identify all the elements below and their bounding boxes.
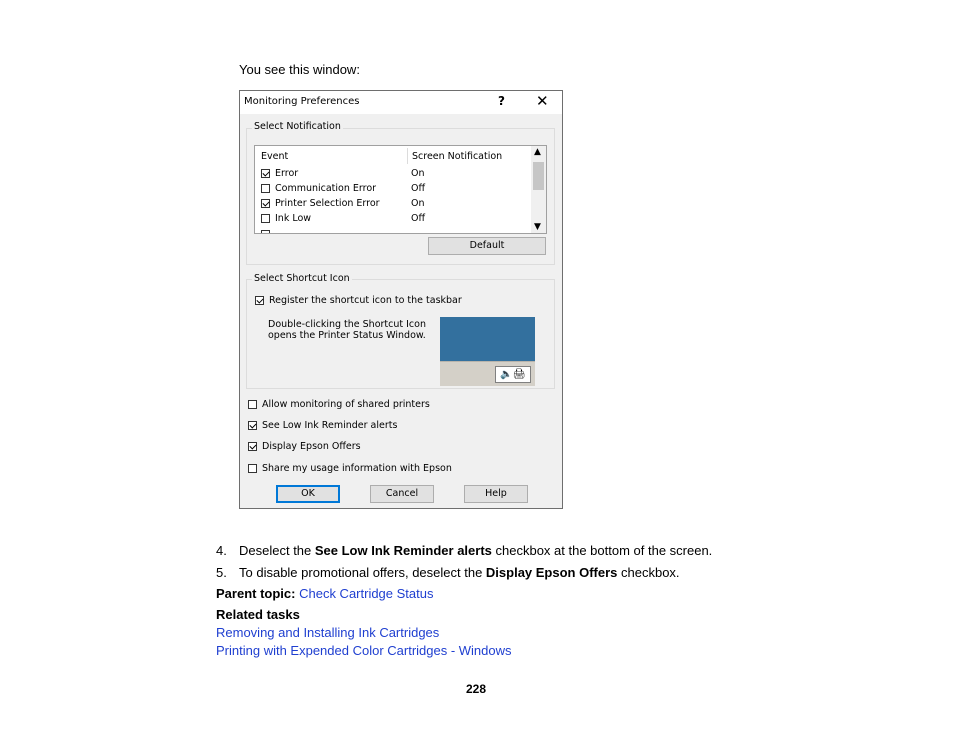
register-shortcut-checkbox[interactable] <box>255 296 264 305</box>
column-separator <box>407 148 408 164</box>
list-item[interactable] <box>255 182 531 197</box>
event-checkbox[interactable] <box>261 169 270 178</box>
parent-topic <box>216 586 434 602</box>
related-task-link[interactable]: Printing with Expended Color Cartridges - Windows <box>216 643 512 658</box>
parent-topic-link[interactable]: Check Cartridge Status <box>299 586 434 601</box>
step-text-bold: See Low Ink Reminder alerts <box>314 543 492 558</box>
cancel-button[interactable]: Cancel <box>370 485 434 503</box>
list-header <box>255 146 531 166</box>
event-notification: On <box>411 198 425 209</box>
related-task-link[interactable]: Removing and Installing Ink Cartridges <box>216 625 440 640</box>
option-label: Allow monitoring of shared printers <box>262 399 430 410</box>
shortcut-preview-taskbar <box>440 361 535 386</box>
list-scrollbar[interactable] <box>531 146 546 233</box>
shortcut-description-line1: Double-clicking the Shortcut Icon <box>268 319 426 330</box>
event-checkbox[interactable] <box>261 184 270 193</box>
scroll-thumb[interactable] <box>533 162 544 190</box>
event-checkbox[interactable] <box>261 214 270 223</box>
parent-topic-label: Parent topic: <box>216 586 296 601</box>
event-name: Printer Selection Error <box>275 198 380 209</box>
step-5-text <box>239 565 680 581</box>
monitoring-preferences-dialog <box>239 90 563 509</box>
chevron-down-icon[interactable]: ▼ <box>534 222 541 232</box>
close-icon[interactable]: ✕ <box>536 92 549 110</box>
select-notification-label: Select Notification <box>254 121 341 132</box>
event-checkbox-partial <box>261 230 270 234</box>
step-number: 4. <box>216 543 227 558</box>
related-tasks-heading <box>216 607 300 623</box>
select-shortcut-label: Select Shortcut Icon <box>254 273 350 284</box>
help-button[interactable]: Help <box>464 485 528 503</box>
intro-text: You see this window: <box>239 62 360 77</box>
column-screen-notification[interactable]: Screen Notification <box>412 151 503 162</box>
list-item[interactable] <box>255 212 531 227</box>
option-checkbox[interactable] <box>248 464 257 473</box>
step-text-pre: Deselect the <box>239 543 315 558</box>
option-label: Share my usage information with Epson <box>262 463 452 474</box>
step-text-bold: Display Epson Offers <box>485 565 618 580</box>
option-label: Display Epson Offers <box>262 441 361 452</box>
step-4-text <box>239 543 712 559</box>
ok-button[interactable]: OK <box>276 485 340 503</box>
step-text-post: checkbox. <box>617 565 680 580</box>
notification-list[interactable] <box>254 145 547 234</box>
event-notification: Off <box>411 213 426 224</box>
dialog-titlebar <box>240 91 562 114</box>
step-4 <box>216 543 227 559</box>
step-text-post: checkbox at the bottom of the screen. <box>491 543 713 558</box>
shortcut-description <box>268 319 426 341</box>
list-item[interactable] <box>255 197 531 212</box>
shortcut-description-line2: opens the Printer Status Window. <box>268 330 426 341</box>
event-name: Communication Error <box>275 183 377 194</box>
event-name: Error <box>275 168 299 179</box>
help-icon[interactable]: ? <box>498 94 505 108</box>
event-checkbox[interactable] <box>261 199 270 208</box>
chevron-up-icon[interactable]: ▲ <box>534 147 541 157</box>
dialog-title: Monitoring Preferences <box>244 96 360 107</box>
shortcut-preview-screen <box>440 317 535 361</box>
register-shortcut-label: Register the shortcut icon to the taskbar <box>269 295 462 306</box>
printer-tray-icon: 🔈🖨 <box>495 366 531 383</box>
list-item[interactable] <box>255 167 531 182</box>
page-number: 228 <box>466 682 487 696</box>
event-notification: Off <box>411 183 426 194</box>
default-button[interactable]: Default <box>428 237 546 255</box>
option-checkbox[interactable] <box>248 442 257 451</box>
list-item-partial <box>255 228 531 234</box>
column-event[interactable]: Event <box>261 151 289 162</box>
event-name: Ink Low <box>275 213 312 224</box>
option-label: See Low Ink Reminder alerts <box>262 420 398 431</box>
event-notification: On <box>411 168 425 179</box>
option-checkbox[interactable] <box>248 400 257 409</box>
related-tasks-label: Related tasks <box>216 607 300 622</box>
step-text-pre: To disable promotional offers, deselect the <box>239 565 486 580</box>
step-number: 5. <box>216 565 227 580</box>
option-checkbox[interactable] <box>248 421 257 430</box>
step-5 <box>216 565 227 581</box>
